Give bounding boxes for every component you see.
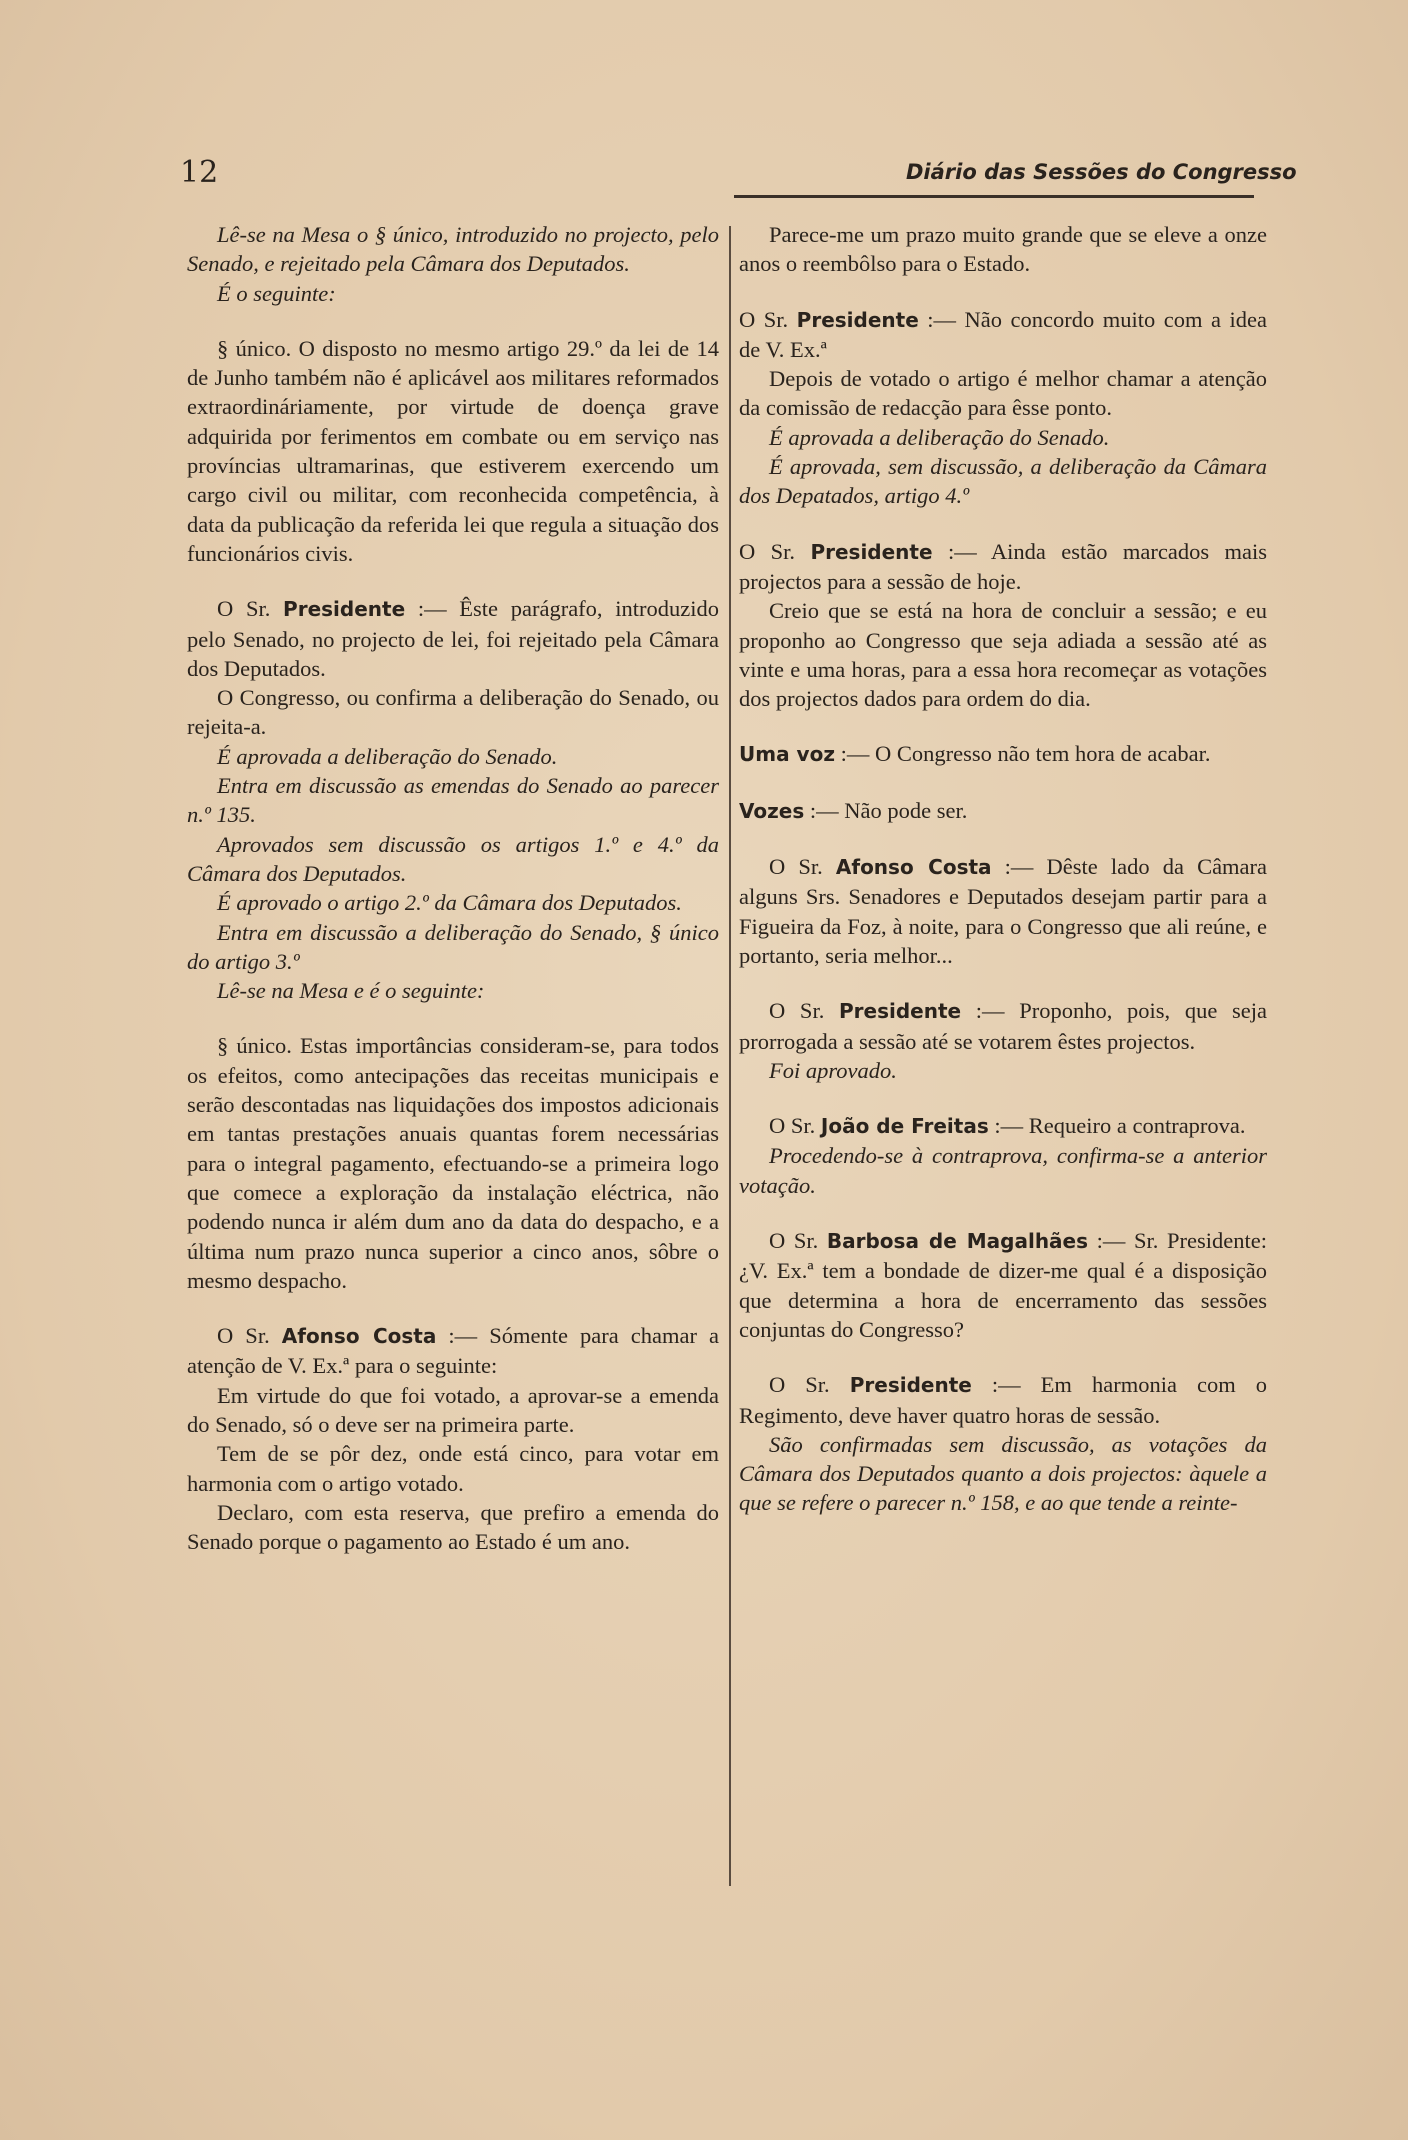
paragraph (739, 423, 1267, 452)
speaker-name: Vozes (739, 798, 805, 823)
paragraph-text: :— Requeiro a contraprova. (994, 1113, 1246, 1139)
paragraph (187, 976, 719, 1005)
speaker-name: Presidente (810, 539, 933, 564)
paragraph-text: Tem de se pôr dez, onde está cinco, para votar em harmonia com o artigo votado. (187, 1441, 719, 1496)
paragraph-text: Entra em discussão a deliberação do Senado, § único do artigo 3.º (187, 919, 719, 974)
paragraph-text: Em virtude do que foi votado, a aprovar-se a emenda do Senado, só o deve ser na primeira parte. (187, 1382, 719, 1437)
paragraph (739, 1056, 1267, 1085)
speaker-name: Afonso Costa (281, 1324, 437, 1349)
paragraph (187, 334, 719, 568)
paragraph-text: :— Não concordo muito com a idea de V. Ex.ª (739, 306, 1268, 362)
speaker-name: Presidente (839, 999, 962, 1024)
speech-paragraph (739, 796, 1267, 826)
paragraph-text: Declaro, com esta reserva, que prefiro a emenda do Senado porque o pagamento ao Estado é um ano. (187, 1499, 719, 1555)
speech-paragraph (187, 594, 719, 683)
paragraph-text: :— O Congresso não tem hora de acabar. (840, 741, 1211, 767)
speaker-name: Uma voz (739, 742, 835, 767)
paragraph-text: Lê-se na Mesa e é o seguinte: (217, 978, 485, 1004)
speaker-prefix: O Sr. (739, 306, 789, 332)
speaker-prefix: O Sr. (739, 538, 796, 564)
page-number: 12 (180, 155, 219, 190)
paragraph (187, 830, 719, 889)
paragraph-text: Lê-se na Mesa o § único, introduzido no projecto, pelo Senado, e rejeitado pela Câmara dos Deputados. (187, 222, 719, 277)
paragraph (739, 1430, 1267, 1518)
paragraph-text: Entra em discussão as emendas do Senado ao parecer n.º 135. (187, 773, 719, 828)
paragraph (187, 683, 719, 742)
paragraph-text: :— Em harmonia com o Regimento, deve haver quatro horas de sessão. (739, 1372, 1268, 1428)
speaker-name: Presidente (849, 1373, 972, 1398)
paragraph-text: :— Proponho, pois, que seja prorrogada a sessão até se votarem êstes projectos. (739, 998, 1268, 1054)
speech-paragraph (739, 1111, 1267, 1141)
speaker-prefix: O Sr. (769, 1228, 819, 1254)
paragraph-text: § único. Estas importâncias consideram-se, para todos os efeitos, como antecipações das receitas municipais e serão descontadas nas liquidações dos impostos adicionais em tantas prestações anuais quantas forem necessárias para o integral pagamento, efectuando-se a primeira logo que comece a exploração da instalação eléctrica, não podendo nunca ir além dum ano da data do despacho, e a última num prazo nunca superior a cinco anos, sôbre o mesmo despacho. (187, 1033, 719, 1293)
right-column (739, 220, 1267, 1518)
paragraph-text: É aprovada a deliberação do Senado. (217, 743, 558, 769)
paragraph (187, 1498, 719, 1557)
paragraph (187, 742, 719, 771)
paragraph-text: É aprovada a deliberação do Senado. (769, 424, 1110, 450)
paragraph (739, 596, 1267, 713)
paragraph-text: :— Êste parágrafo, introduzido pelo Senado, no projecto de lei, foi rejeitado pela Câmara dos Deputados. (187, 596, 719, 681)
speaker-name: Barbosa de Magalhães (826, 1229, 1089, 1254)
paragraph-text: :— Não pode ser. (809, 797, 968, 823)
paragraph-text: São confirmadas sem discussão, as votações da Câmara dos Deputados quanto a dois projectos: àquele a que se refere o parecer n.º 158, e ao que tende a reinte- (739, 1431, 1267, 1516)
paragraph-text: É aprovado o artigo 2.º da Câmara dos Deputados. (217, 890, 682, 916)
paragraph-text: É o seguinte: (217, 280, 336, 306)
paragraph-text: É aprovada, sem discussão, a deliberação da Câmara dos Depatados, artigo 4.º (739, 454, 1267, 509)
paragraph-text: O Congresso, ou confirma a deliberação do Senado, ou rejeita-a. (187, 685, 719, 740)
speech-paragraph (739, 996, 1267, 1056)
paragraph (187, 220, 719, 279)
speaker-prefix: O Sr. (769, 1372, 830, 1398)
speech-paragraph (739, 1226, 1267, 1344)
speaker-name: Afonso Costa (835, 855, 992, 880)
speech-paragraph (739, 739, 1267, 769)
paragraph-text: Aprovados sem discussão os artigos 1.º e 4.º da Câmara dos Deputados. (187, 831, 719, 886)
paragraph (187, 888, 719, 917)
paragraph-text: :— Sómente para chamar a atenção de V. Ex.ª para o seguinte: (187, 1323, 720, 1379)
paragraph (187, 771, 719, 830)
paragraph-text: :— Ainda estão marcados mais projectos para a sessão de hoje. (739, 538, 1268, 594)
paragraph-text: Parece-me um prazo muito grande que se eleve a onze anos o reembôlso para o Estado. (739, 222, 1267, 277)
header-rule (734, 195, 1254, 198)
paragraph-text: Procedendo-se à contraprova, confirma-se a anterior votação. (739, 1143, 1267, 1198)
left-column (187, 220, 719, 1556)
paragraph (739, 364, 1267, 423)
speaker-prefix: O Sr. (217, 596, 271, 622)
speaker-name: Presidente (283, 597, 406, 622)
paragraph (187, 1439, 719, 1498)
running-title: Diário das Sessões do Congresso (906, 160, 1297, 184)
paragraph-text: Creio que se está na hora de concluir a sessão; e eu proponho ao Congresso que seja adiada a sessão até as vinte e uma horas, para a essa hora recomeçar as votações dos projectos dados para ordem do dia. (739, 598, 1267, 712)
speech-paragraph (739, 537, 1267, 597)
column-divider (729, 226, 731, 1886)
paragraph (739, 220, 1267, 279)
speech-paragraph (739, 852, 1267, 970)
paragraph (739, 452, 1267, 511)
speech-paragraph (739, 305, 1267, 365)
paragraph (187, 279, 719, 308)
paragraph-text: § único. O disposto no mesmo artigo 29.º da lei de 14 de Junho também não é aplicável aos militares reformados extraordináriamente, por virtude de doença grave adquirida por ferimentos em combate ou em serviço nas províncias ultramarinas, que estiverem exercendo um cargo civil ou militar, com reconhecida competência, à data da publicação da referida lei que regula a situação dos funcionários civis. (187, 335, 719, 566)
speaker-prefix: O Sr. (769, 998, 825, 1024)
speech-paragraph (187, 1321, 719, 1381)
speech-paragraph (739, 1370, 1267, 1430)
paragraph (187, 918, 719, 977)
paragraph-text: Foi aprovado. (769, 1057, 897, 1083)
speaker-name: João de Freitas (820, 1114, 989, 1139)
speaker-prefix: O Sr. (769, 854, 823, 880)
paragraph-text: :— Sr. Presidente: ¿V. Ex.ª tem a bondade de dizer-me qual é a disposição que determina a hora de encerramento das sessões conjuntas do Congresso? (739, 1228, 1268, 1342)
paragraph (187, 1381, 719, 1440)
speaker-prefix: O Sr. (769, 1113, 816, 1139)
paragraph (187, 1031, 719, 1295)
speaker-name: Presidente (796, 307, 919, 332)
paragraph-text: :— Dêste lado da Câmara alguns Srs. Senadores e Deputados desejam partir para a Figueira da Foz, à noite, para o Congresso que ali reúne, e portanto, seria melhor... (739, 854, 1268, 968)
paragraph-text: Depois de votado o artigo é melhor chamar a atenção da comissão de redacção para êsse ponto. (739, 366, 1267, 421)
speaker-prefix: O Sr. (217, 1323, 270, 1349)
paragraph (739, 1141, 1267, 1200)
